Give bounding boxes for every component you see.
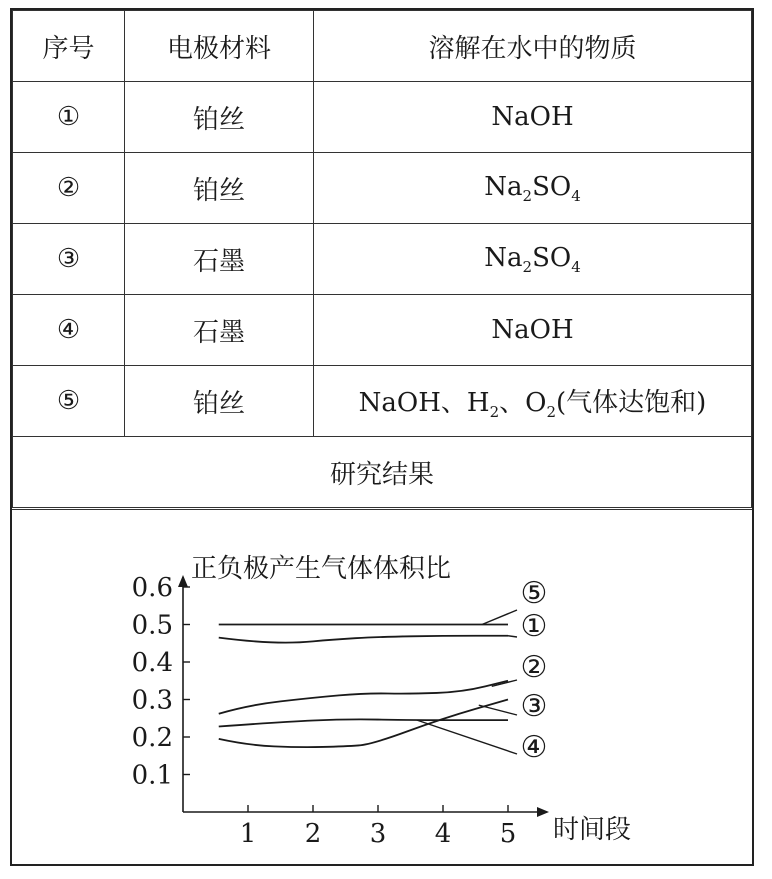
chart-area [12, 509, 752, 865]
row-id: ① [13, 82, 125, 153]
subscript: 2 [522, 186, 533, 205]
row-substance [314, 366, 752, 437]
y-tick-label: 0.4 [131, 648, 173, 678]
experiment-table [12, 10, 752, 508]
series-label: ② [520, 650, 548, 685]
row-electrode: 铂丝 [125, 82, 314, 153]
subscript: 4 [571, 257, 581, 276]
x-tick-label: 2 [304, 819, 322, 849]
result-label: 研究结果 [13, 437, 752, 508]
header-cell: 溶解在水中的物质 [314, 11, 752, 82]
x-axis-label: 时间段 [553, 815, 632, 845]
table-header-row [13, 11, 752, 82]
leader-line [482, 610, 517, 625]
leader-line [417, 720, 517, 754]
y-axis-label: 正负极产生气体体积比 [191, 554, 452, 584]
subscript: 2 [522, 257, 533, 276]
series-label: ① [520, 609, 548, 644]
x-tick-label: 4 [434, 819, 452, 849]
formula-text: Na [484, 242, 523, 273]
row-substance [314, 224, 752, 295]
y-tick-label: 0.5 [131, 610, 173, 641]
row-id: ③ [13, 224, 125, 295]
line-chart [12, 510, 752, 865]
leader-line [479, 705, 517, 715]
row-id: ⑤ [13, 366, 125, 437]
table-row [13, 153, 752, 224]
row-electrode: 铂丝 [125, 153, 314, 224]
formula-text: 、O [499, 387, 547, 418]
row-id: ④ [13, 295, 125, 366]
formula-text: NaOH [491, 102, 574, 132]
table-row [13, 295, 752, 366]
y-tick-label: 0.2 [131, 723, 173, 753]
leader-line [508, 636, 517, 637]
row-substance [314, 153, 752, 224]
series-line-5 [219, 719, 508, 726]
subscript: 4 [571, 186, 581, 205]
series-label: ④ [520, 730, 548, 765]
y-tick-label: 0.3 [131, 685, 173, 716]
row-id: ② [13, 153, 125, 224]
formula-text: SO [532, 242, 572, 273]
series-label: ③ [520, 689, 548, 724]
header-cell: 电极材料 [125, 11, 314, 82]
table-row [13, 224, 752, 295]
series-line-2 [219, 636, 508, 643]
table-row [13, 82, 752, 153]
table-row [13, 366, 752, 437]
x-tick-label: 1 [239, 819, 257, 849]
result-row [13, 437, 752, 508]
y-tick-label: 0.6 [131, 573, 173, 603]
series-label: ⑤ [520, 576, 548, 611]
formula-text: NaOH、H [358, 387, 490, 418]
row-substance [314, 295, 752, 366]
subscript: 2 [489, 402, 500, 421]
formula-text: NaOH [491, 315, 574, 345]
x-tick-label: 3 [369, 819, 387, 849]
y-tick-label: 0.1 [131, 760, 173, 791]
header-cell: 序号 [13, 11, 125, 82]
row-electrode: 石墨 [125, 224, 314, 295]
row-substance [314, 82, 752, 153]
formula-text: (气体达饱和) [556, 387, 707, 418]
experiment-figure [10, 8, 754, 866]
series-line-3 [219, 681, 508, 714]
row-electrode: 铂丝 [125, 366, 314, 437]
row-electrode: 石墨 [125, 295, 314, 366]
formula-text: Na [484, 171, 523, 202]
subscript: 2 [546, 402, 557, 421]
formula-text: SO [532, 171, 572, 202]
x-tick-label: 5 [499, 819, 517, 849]
